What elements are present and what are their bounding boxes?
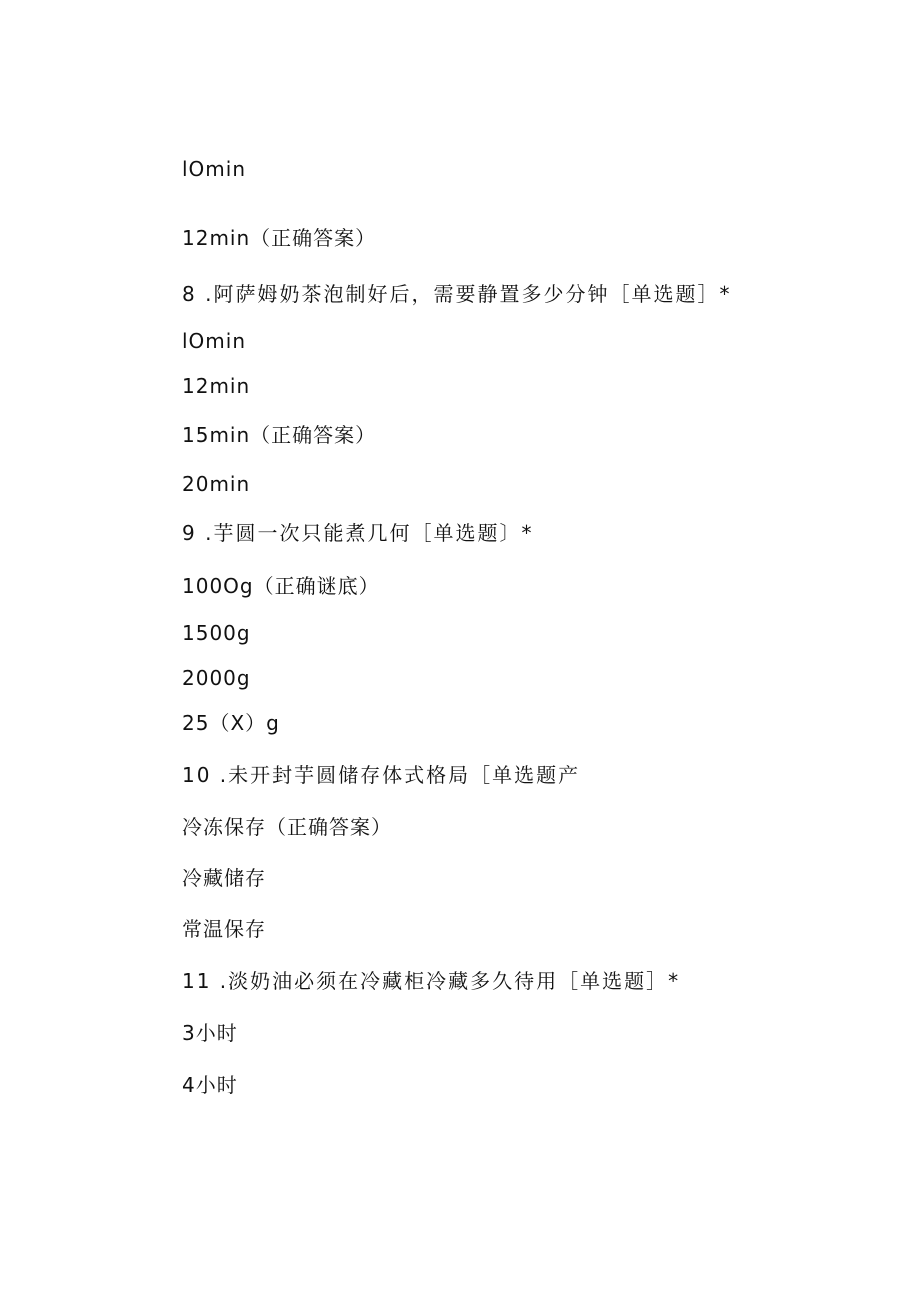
option-text: 冷藏储存: [182, 866, 266, 890]
question-11: 11 .淡奶油必须在冷藏柜冷藏多久待用［单选题］*: [182, 969, 681, 993]
option-text: 常温保存: [182, 917, 266, 941]
option-text: 25（X）g: [182, 711, 280, 735]
option-text: 100Og（正确谜底）: [182, 574, 380, 598]
option-text: 15min（正确答案）: [182, 423, 377, 447]
option-text: 12min（正确答案）: [182, 226, 377, 250]
question-8: 8 .阿萨姆奶茶泡制好后，需要静置多少分钟［单选题］*: [182, 282, 732, 306]
option-text: lOmin: [182, 157, 247, 181]
option-text: 冷冻保存（正确答案）: [182, 815, 392, 839]
option-text: 4小时: [182, 1073, 238, 1097]
option-text: lOmin: [182, 329, 247, 353]
question-10: 10 .未开封芋圆储存体式格局［单选题产: [182, 763, 581, 787]
option-text: 1500g: [182, 621, 251, 645]
option-text: 2000g: [182, 666, 251, 690]
option-text: 3小时: [182, 1021, 238, 1045]
option-text: 12min: [182, 374, 251, 398]
question-9: 9 .芋圆一次只能煮几何［单选题〕*: [182, 521, 534, 545]
option-text: 20min: [182, 472, 251, 496]
